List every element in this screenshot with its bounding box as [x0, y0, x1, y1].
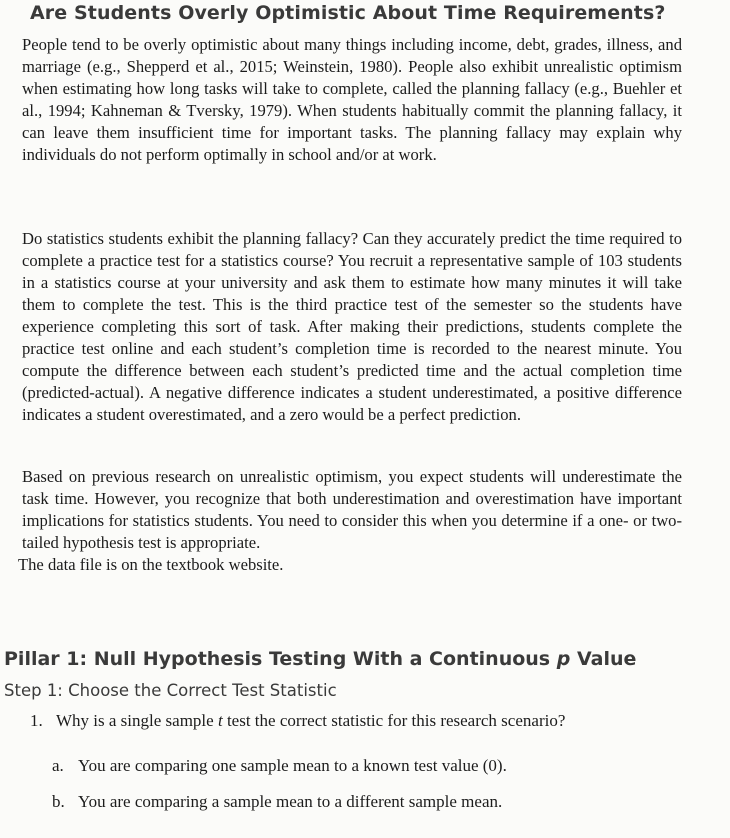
option-a-text: You are comparing one sample mean to a known test value (0). — [78, 756, 507, 775]
option-a-letter: a. — [52, 756, 64, 775]
step-heading: Step 1: Choose the Correct Test Statistic — [4, 681, 337, 700]
option-b — [52, 791, 502, 813]
question-1 — [30, 710, 565, 732]
paragraph-3: Based on previous research on unrealistic optimism, you expect students will underestimate the task time. However, you recognize that both underestimation and overestimation have important implications for statistics students. You need to consider this when you determine if a one- or two-tailed hypothesis test is appropriate. — [22, 467, 682, 552]
section-title-mark: ? — [654, 2, 666, 24]
question-t: t — [217, 711, 223, 730]
option-b-text: You are comparing a sample mean to a different sample mean. — [78, 792, 503, 811]
data-file-note: The data file is on the textbook website. — [18, 555, 284, 574]
pillar-heading-suffix: Value — [570, 648, 637, 670]
pillar-heading — [4, 648, 636, 670]
option-a — [52, 755, 507, 777]
question-number: 1. — [30, 711, 43, 730]
question-text-after: test the correct statistic for this research scenario? — [222, 711, 566, 730]
paragraph-1: People tend to be overly optimistic about many things including income, debt, grades, illness, and marriage (e.g., Shepperd et al., 2015; Weinstein, 1980). People also exhibit unrealistic optimism when estimating how long tasks will take to complete, called the planning fallacy (e.g., Buehler et al., 1994; Kahneman & Tversky, 1979). When students habitually commit the planning fallacy, it can leave them insufficient time for important tasks. The planning fallacy may explain why individuals do not perform optimally in school and/or at work. — [22, 35, 682, 164]
pillar-heading-p: p — [556, 648, 571, 670]
option-b-letter: b. — [52, 792, 65, 811]
paragraph-3-block — [18, 466, 682, 576]
paragraph-2: Do statistics students exhibit the planning fallacy? Can they accurately predict the time required to complete a practice test for a statistics course? You recruit a representative sample of 103 students in a statistics course at your university and ask them to estimate how many minutes it will take them to complete the test. This is the third practice test of the semester so the students have experience completing this sort of task. After making their predictions, students complete the practice test online and each student’s completion time is recorded to the nearest minute. You compute the difference between each student’s predicted time and the actual completion time (predicted-actual). A negative difference indicates a student underestimated, a positive difference indicates a student overestimated, and a zero would be a perfect prediction. — [22, 229, 682, 424]
section-title — [30, 2, 666, 24]
pillar-heading-text: Pillar 1: Null Hypothesis Testing With a Continuous — [4, 648, 557, 670]
section-title-text: Are Students Overly Optimistic About Time Requirements — [30, 2, 655, 24]
question-text-before: Why is a single sample — [56, 711, 218, 730]
